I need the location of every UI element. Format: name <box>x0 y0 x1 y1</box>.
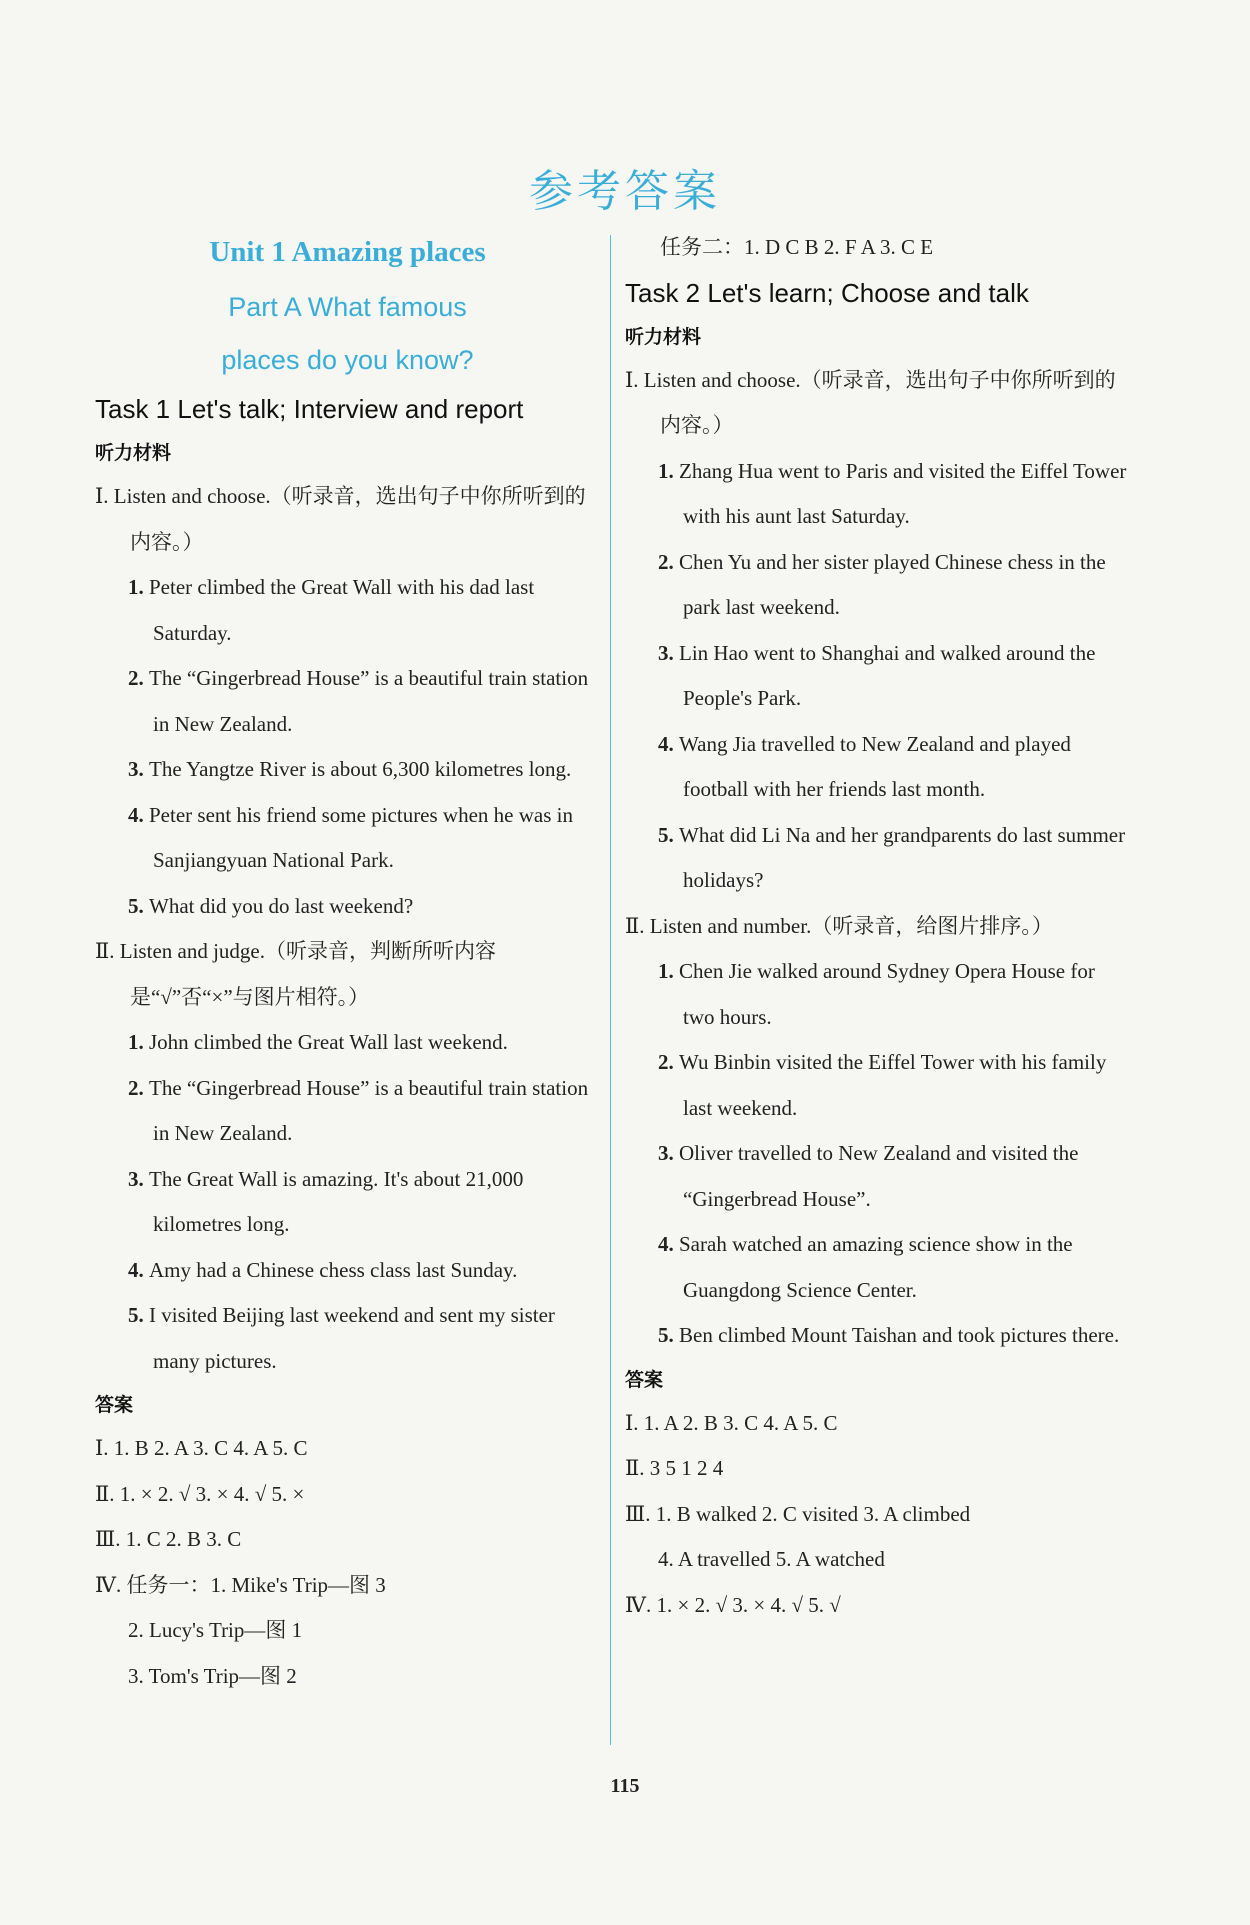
question-header: Ⅱ. Listen and number.（听录音，给图片排序。） <box>625 913 1053 938</box>
section-answers: 答案 <box>95 1394 134 1416</box>
list-item: 5. Ben climbed Mount Taishan and took pictures there. <box>658 1323 1120 1347</box>
column-divider <box>610 235 611 1745</box>
answer-line: Ⅳ. 任务一：1. Mike's Trip—图 3 <box>95 1572 386 1597</box>
list-item: 3. The Yangtze River is about 6,300 kilometres long. <box>128 757 572 781</box>
list-item: 2. The “Gingerbread House” is a beautiful train station in New Zealand. <box>128 666 589 736</box>
question-header: Ⅱ. Listen and judge.（听录音，判断所听内容是“√”否“×”与图片相符。） <box>95 939 496 1009</box>
page-title: 参考答案 <box>529 166 721 217</box>
page-number: 115 <box>610 1775 640 1797</box>
list-item: 2. The “Gingerbread House” is a beautiful train station in New Zealand. <box>128 1075 589 1145</box>
list-item: 5. What did you do last weekend? <box>128 893 414 918</box>
section-listening: 听力材料 <box>625 325 702 348</box>
left-column <box>95 225 600 1699</box>
list-item: 3. Oliver travelled to New Zealand and visited the “Gingerbread House”. <box>658 1141 1079 1211</box>
answer-line: Ⅰ. 1. B 2. A 3. C 4. A 5. C <box>95 1436 308 1460</box>
answer-line: Ⅱ. 1. × 2. √ 3. × 4. √ 5. × <box>95 1481 305 1506</box>
list-item: 1. Zhang Hua went to Paris and visited the Eiffel Tower with his aunt last Saturday. <box>658 458 1127 528</box>
list-item: 1. John climbed the Great Wall last weekend. <box>128 1030 508 1054</box>
answer-line: Ⅰ. 1. A 2. B 3. C 4. A 5. C <box>625 1410 838 1435</box>
part-title-line-1: Part A What famous <box>228 292 467 322</box>
answer-line: Ⅱ. 3 5 1 2 4 <box>625 1456 724 1480</box>
list-item: 5. I visited Beijing last weekend and sent my sister many pictures. <box>128 1303 555 1373</box>
task-title: Task 2 Let's learn; Choose and talk <box>625 277 1029 308</box>
right-column <box>625 225 1130 1628</box>
list-item: 1. Chen Jie walked around Sydney Opera House for two hours. <box>658 959 1095 1029</box>
question-header: Ⅰ. Listen and choose.（听录音，选出句子中你所听到的内容。） <box>625 367 1116 437</box>
answer-line: 2. Lucy's Trip—图 1 <box>128 1618 303 1642</box>
list-item: 4. Amy had a Chinese chess class last Sunday. <box>128 1257 518 1282</box>
answer-line: 任务二：1. D C B 2. F A 3. C E <box>660 235 934 259</box>
answer-line: 4. A travelled 5. A watched <box>658 1547 885 1571</box>
list-item: 1. Peter climbed the Great Wall with his dad last Saturday. <box>128 575 535 645</box>
list-item: 5. What did Li Na and her grandparents do last summer holidays? <box>658 822 1126 892</box>
question-header: Ⅰ. Listen and choose.（听录音，选出句子中你所听到的内容。） <box>95 484 586 554</box>
list-item: 4. Peter sent his friend some pictures when he was in Sanjiangyuan National Park. <box>128 802 573 872</box>
list-item: 4. Wang Jia travelled to New Zealand and played football with her friends last month. <box>658 731 1071 801</box>
answer-line: Ⅲ. 1. B walked 2. C visited 3. A climbed <box>625 1501 971 1526</box>
answer-line: Ⅲ. 1. C 2. B 3. C <box>95 1527 242 1551</box>
list-item: 4. Sarah watched an amazing science show in the Guangdong Science Center. <box>658 1232 1073 1302</box>
section-answers: 答案 <box>625 1368 664 1391</box>
task-title: Task 1 Let's talk; Interview and report <box>95 394 524 424</box>
answer-line: Ⅳ. 1. × 2. √ 3. × 4. √ 5. √ <box>625 1592 841 1617</box>
list-item: 3. The Great Wall is amazing. It's about 21,000 kilometres long. <box>128 1166 524 1236</box>
part-title-line-2: places do you know? <box>221 345 474 375</box>
answer-line: 3. Tom's Trip—图 2 <box>128 1663 297 1688</box>
unit-title: Unit 1 Amazing places <box>209 236 486 268</box>
list-item: 3. Lin Hao went to Shanghai and walked around the People's Park. <box>658 640 1096 710</box>
list-item: 2. Wu Binbin visited the Eiffel Tower with his family last weekend. <box>658 1050 1107 1120</box>
section-listening: 听力材料 <box>95 442 172 464</box>
list-item: 2. Chen Yu and her sister played Chinese chess in the park last weekend. <box>658 549 1106 619</box>
